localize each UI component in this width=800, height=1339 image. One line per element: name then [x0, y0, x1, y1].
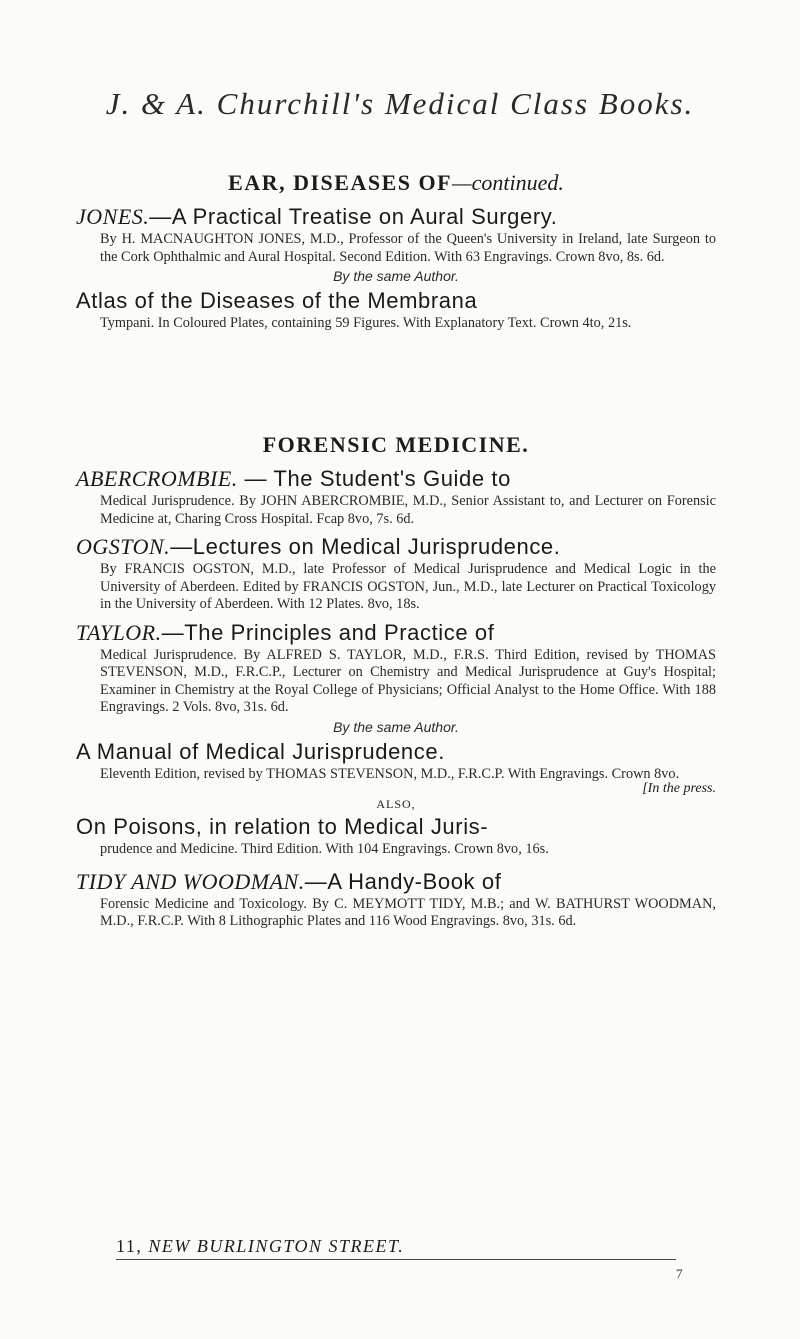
- entry-author: TIDY AND WOODMAN.: [76, 868, 305, 894]
- entry-title: —A Practical Treatise on Aural Surgery.: [149, 204, 558, 229]
- entry-author: ABERCROMBIE.: [76, 466, 238, 491]
- entry-description: Tympani. In Coloured Plates, containing 59 Figures. With Explanatory Text. Crown 4to, 21s.: [100, 315, 632, 331]
- same-author-byline: By the same Author.: [333, 718, 459, 735]
- entry-heading: [76, 202, 716, 231]
- entry-poisons: [76, 812, 716, 859]
- entry-taylor: [76, 618, 716, 717]
- entry-title: —The Principles and Practice of: [161, 619, 495, 645]
- entry-ogston: [76, 532, 716, 614]
- section-title-text: EAR, DISEASES OF: [228, 170, 453, 195]
- also-label: ALSO,: [376, 797, 416, 811]
- entry-description: Medical Jurisprudence. By JOHN ABERCROMBIE, M.D., Senior Assistant to, and Lecturer on Forensic Medicine at, Charing Cross Hospital. Fcap 8vo, 7s. 6d.: [100, 493, 716, 527]
- entry-description: By H. MACNAUGHTON JONES, M.D., Professor of the Queen's University in Ireland, late Surgeon to the Cork Ophthalmic and Aural Hospital. Second Edition. With 63 Engravings. Crown 8vo, 8s. 6d.: [100, 231, 716, 265]
- continued-label: —continued.: [452, 170, 564, 195]
- entry-author: OGSTON.: [76, 534, 171, 559]
- press-row: [76, 783, 716, 801]
- page-number: 7: [676, 1266, 683, 1281]
- in-press-note: [In the press.: [642, 781, 716, 796]
- entry-heading: [76, 867, 716, 896]
- publisher-address: [116, 1236, 676, 1260]
- entry-description: Forensic Medicine and Toxicology. By C. MEYMOTT TIDY, M.B.; and W. BATHURST WOODMAN, M.D., F.R.C.P. With 8 Lithographic Plates and 116 Wood Engravings. 8vo, 31s. 6d.: [100, 895, 716, 929]
- street-number: 11,: [116, 1236, 143, 1256]
- entry-jones: [76, 202, 716, 266]
- section-title: [76, 170, 716, 196]
- entry-description: Eleventh Edition, revised by THOMAS STEVENSON, M.D., F.R.C.P. With Engravings. Crown 8vo.: [100, 765, 680, 782]
- entry-title: — The Student's Guide to: [237, 466, 511, 491]
- entry-heading: [76, 464, 716, 493]
- entry-manual: [76, 737, 716, 813]
- entry-description: Medical Jurisprudence. By ALFRED S. TAYLOR, M.D., F.R.S. Third Edition, revised by THOMAS STEVENSON, M.D., F.R.C.P., Lecturer on Chemistry and Medical Jurisprudence at Guy's Hospital; Examiner in Chemistry at the Royal College of Physicians; Official Analyst to the Home Office. With 188 Engravings. 2 Vols. 8vo, 31s. 6d.: [100, 646, 716, 715]
- entry-atlas: [76, 286, 716, 333]
- section-forensic-medicine: [76, 432, 716, 931]
- section-title: FORENSIC MEDICINE.: [262, 432, 530, 457]
- entry-description: By FRANCIS OGSTON, M.D., late Professor of Medical Jurisprudence and Medical Logic in the University of Aberdeen. Edited by FRANCIS OGSTON, Jun., M.D., late Lecturer on Practical Toxicology in the University of Aberdeen. With 12 Plates. 8vo, 18s.: [100, 561, 716, 612]
- running-head: J. & A. Churchill's Medical Class Books.: [105, 86, 695, 121]
- entry-title: Atlas of the Diseases of the Membrana: [76, 288, 478, 313]
- entry-title: —A Handy-Book of: [304, 868, 502, 894]
- entry-heading: [76, 618, 716, 647]
- entry-author: TAYLOR.: [76, 619, 162, 645]
- entry-author: JONES.: [76, 204, 150, 229]
- entry-heading: [76, 532, 716, 561]
- entry-title: —Lectures on Medical Jurisprudence.: [170, 534, 561, 559]
- entry-title: A Manual of Medical Jurisprudence.: [76, 738, 445, 764]
- entry-title: On Poisons, in relation to Medical Juris-: [76, 814, 489, 839]
- entry-description: prudence and Medicine. Third Edition. With 104 Engravings. Crown 8vo, 16s.: [100, 841, 549, 857]
- street-name: NEW BURLINGTON STREET.: [148, 1236, 405, 1256]
- section-ear-diseases: [76, 170, 716, 333]
- entry-tidy-woodman: [76, 867, 716, 931]
- entry-abercrombie: [76, 464, 716, 528]
- same-author-byline: By the same Author.: [333, 268, 459, 284]
